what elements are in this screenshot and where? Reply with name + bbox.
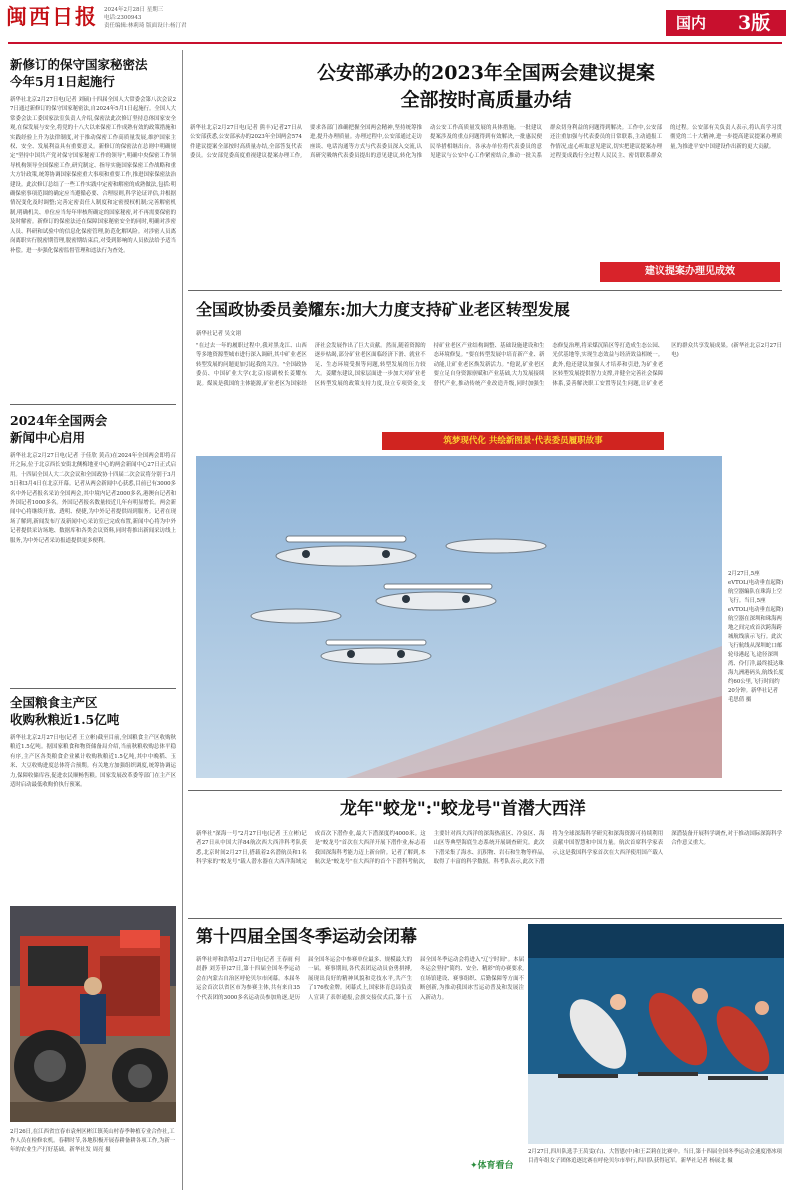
photo-caption: 2月27日,5座eVTOL(电动垂直起降)航空器編队在珠海上空飞行。当日,5座eVTOL(电动垂直起降)航空器在深圳和珠海两地之间完成首次跨海跨城航线演示飞行。此次飞行航线从深圳蛇口邮轮母港起飞,途径深圳湾、伶仃洋,最终抵达珠海九洲港码头,航线长度约60公里,飞行时间约20分钟。新华社记者 毛思倩 摄 [728,571,784,703]
byline: 新华社记者 吴文诩 [196,331,241,337]
winter-article-body: 新华社呼和浩特2月27日电(记者 王春雨 何晨静 刘芳菲)27日,第十四届全国冬季运动会在内蒙古自治区呼伦贝尔市闭幕。本届冬运会首次以省区市为参赛主体,共有来自35个代表团的3000多名运动员参加角逐,是历届全国冬运会中参赛单位最多、规模最大的一届。赛事期间,各代表团运动员奋勇拼搏,展现出良好的精神风貌和竞技水平,共产生了176枚金牌。闭幕式上,国家体育总局负责人宣读了表彰通报,会旗交接仪式后,第十五届全国冬季运动会将进入"辽宁时间"。本届冬运会坚持"简约、安全、精彩"的办赛要求,在场馆建设、赛事组织、后勤保障等方面不断创新,为推动我国冰雪运动普及和发展注入新动力。 [196,957,524,1001]
red-banner: 建议提案办理见成效 [600,262,780,282]
photo-caption: 2月26日,在江西省宜春市袁州区彬江镇英山村春季种植专业合作社,工作人员在检修农机。春耕时节,各地积极开展春耕备耕各项工作,为新一年的农业生产打好基础。新华社发 周亮 摄 [10,1129,176,1153]
article-body: 新华社北京2月27日电(记者 王立彬)截至目前,全国粮食主产区收购秋粮近1.5亿吨。据国家粮食和物资储备局介绍,当前秋粮收购总体平稳有序,主产区各类粮食企业累计收购秋粮近1.5亿吨,其中中晚稻、玉米、大豆收购进度总体符合预期。有关地方加强组织调度,统筹协调运力,保障收储库容,促进农民顺畅售粮。国家发展改革委等部门在主产区适时启动最低收购价执行预案。 [10,735,176,789]
photo-caption: 2月27日,四川队选手王莴雯(右)、大智恩(中)和王芸莉在比赛中。当日,第十四届全国冬季运动会速度滑冰项目青年组女子团体追逐比赛在呼伦贝尔市举行,四川队获得冠军。新华社记者 杨展北 摄 [528,1149,782,1164]
headline: 收购秋粮近1.5亿吨 [10,712,120,727]
top-article-body: 新华社北京2月27日电(记者 熊丰)记者27日从公安部获悉,公安部承办的2023年全国两会574件建议提案全部按时高质量办结,全部答复代表委员。公安部党委高度重视建议提案办理工作,要求各部门准确把握全国两会精神,坚持统筹推进,提升办理质量。办理过程中,公安部通过走访座谈、电话沟通等方式与代表委员深入交流,认真研究吸纳代表委员提出的意见建议,转化为推动公安工作高质量发展的具体措施。一批建议提案涉及的重点问题得到有效解决,一批惠民便民举措相继出台。各承办单位将代表委员的意见建议与公安中心工作紧密结合,推动一批关系群众切身利益的问题得到解决。工作中,公安部还注重加强与代表委员的日常联系,主动通报工作情况,虚心听取意见建议,切实把建议提案办理过程变成践行全过程人民民主、密切联系群众的过程。公安部有关负责人表示,将认真学习贯彻党的二十大精神,进一步提高建议提案办理质量,为推进平安中国建设作出新的更大贡献。 [190,125,782,160]
article-body: 新华社北京2月27日电(记者 刘硕)十四届全国人大常委会第八次会议27日通过新修订的保守国家秘密法,自2024年5月1日起施行。全国人大常委会法工委国家法室负责人介绍,保密法此次修订坚持总体国家安全观,在保发展与安全,将党的十八大以来保密工作成熟有效的政策措施和实践经验上升为法律制度,对于推动保密工作高质量发展,维护国家主权、安全、发展利益具有重要意义。新修订的保密法在总则中明确规定"坚持中国共产党对保守国家秘密工作的领导",明确中央保密工作领导机构领导全国保密工作,研究制定、指导实施国家保密工作战略和重大方针政策,统筹协调国家保密重大事项和重要工作,推进国家保密法治建设。此次修订总结了一些工作实践中定密和解密的成熟做法,包括:明确保密事项范围的确定应当遵循必要、合理原则,科学论证评估,并根据情况变化及时调整;完善定密责任人制度和定密授权机制;完善解密机制,明确机关、单位应当每年审核所确定的国家秘密,对不再需要保密的及时解密。新修订的保密法还在保障国家秘密安全的同时,明确对涉密人员、科研和试验中的信息化保密管理,防范化解风险。对涉密人员离岗离职实行脱密期管理,脱密期结束后,对受到影响的人员依法给予适当补偿。进一步强化保密监督管理和违法行为查处。 [10,97,176,254]
article-body: 新华社北京2月27日电(记者 于佳欣 黄垚)在2024年全国两会即将召开之际,位于北京西长安街北侧梅地亚中心的两会新闻中心27日正式启用。十四届全国人大二次会议和全国政协十四届二次会议将分别于3月5日和3月4日在北京开幕。记者从两会新闻中心获悉,目前已有3000多名中外记者报名采访全国两会,其中境内记者2000多名,港澳台记者和外国记者1000多名。外国记者报名数量较近几年有明显增长。两会新闻中心将继续开放、透明、便捷,为中外记者提供周到服务。记者在现场了解到,新闻发布厅及新闻中心采访室已完成布置,新闻中心将为中外记者提供采访场地、数据库和各类会议资料,同时将推出新闻采访线上服务,为中外记者采访报道提供更多便利。 [10,453,176,544]
photo-speed-skating [528,924,784,1144]
jiaolong-headline: 龙年"蛟龙":"蛟龙号"首潜大西洋 [340,799,586,819]
headline: 公安部承办的2023年全国两会建议提案 [317,62,655,84]
section-label: 国内 [676,14,707,32]
article-grain [10,694,176,900]
phone-line: 电话:2300943 [104,15,142,21]
divider [10,688,176,689]
sports-logo-icon: ✦ [470,1161,478,1171]
mid-headline: 全国政协委员姜耀东:加大力度支持矿业老区转型发展 [196,300,570,319]
sports-logo-text: 体育看台 [477,1161,514,1171]
headline: 全部按时高质量办结 [400,89,572,111]
divider [188,290,782,291]
photo-evtol [196,456,722,778]
divider [188,918,782,919]
column-rule [182,50,183,1190]
photo-farm-machinery [10,906,176,1122]
article-press-center [10,412,176,684]
top-headline-block [188,60,784,114]
winter-headline: 第十四届全国冬季运动会闭幕 [196,927,417,947]
yellow-banner: 筑梦现代化 共绘新图景·代表委员履职故事 [382,432,664,450]
header-rule [8,42,782,44]
article-secrets-law [10,56,176,396]
date-line: 2024年2月28日 星期三 [104,7,164,13]
mid-article-body: "在过去一年的履职过程中,我对黑龙江、山西等多地资源型城市进行深入调研,其中矿业老区转型发展的问题更加引起我的关注。"全国政协委员、中国矿业大学(北京)原副校长姜耀东说。煤炭是我国的主体能源,矿业老区为国家经济社会发展作出了巨大贡献。然而,随着资源的逐步枯竭,部分矿业老区面临经济下滑、就业不足、生态环境受损等问题,转型发展的压力较大。姜耀东建议,国家层面进一步加大对矿业老区转型发展的政策支持力度,设立专项资金,支持矿业老区产业结构调整、基础设施建设和生态环境修复。"要在转型发展中培育新产业、新动能,让矿业老区焕发新活力。"他说,矿业老区要立足自身资源禀赋和产业基础,大力发展接续替代产业,推动传统产业改造升级,同时加强生态修复治理,将采煤沉陷区等打造成生态公园、光伏基地等,实现生态效益与经济效益相统一。此外,他还建议加强人才培养和引进,为矿业老区转型发展提供智力支撑,并健全完善社会保障体系,妥善解决职工安置等民生问题,让矿业老区的群众共享发展成果。(新华社北京2月27日电) [196,343,782,387]
headline: 全国粮食主产区 [10,695,98,710]
speed-skating-image [528,924,784,1144]
jiaolong-article-body: 新华社"深海一号"2月27日电(记者 王立彬)记者27日从中国大洋84航次西大西洋科考队获悉,北京时间2月27日,搭载着2名潜航员和1名科学家的"蛟龙号"载人潜水器在大西洋海域完成首次下潜作业,最大下潜深度约4000米。这是"蛟龙号"首次在大西洋开展下潜作业,标志着我国深海科考能力迈上新台阶。记者了解到,本航次是"蛟龙号"在大西洋的首个下潜科考航次,主要针对西大西洋的深海热液区、冷泉区、海山区等典型海底生态系统开展调查研究。此次下潜采集了海水、沉积物、岩石和生物等样品,取得了丰富的科学数据。科考队表示,此次下潜将为全球深海科学研究和深海资源可持续利用贡献中国智慧和中国力量。航次首席科学家表示,这是我国科学家首次在大西洋使用国产载人深潜装备开展科学调查,对于推动国际深海科学合作意义重大。 [196,831,782,866]
page-number: 3版 [738,12,771,34]
headline: 新闻中心启用 [10,430,86,445]
divider [188,790,782,791]
evtol-image [196,456,722,778]
headline: 2024年全国两会 [10,413,108,428]
newspaper-logo: 闽西日报 [6,4,98,29]
sports-column-logo [470,1160,530,1172]
headline: 今年5月1日起施行 [10,74,115,89]
divider [10,404,176,405]
editors-line: 责任编辑:林莉琦 版面设计:杨汀君 [104,23,187,29]
masthead-meta [104,6,186,30]
farm-machinery-image [10,906,176,1122]
headline: 新修订的保守国家秘密法 [10,57,148,72]
